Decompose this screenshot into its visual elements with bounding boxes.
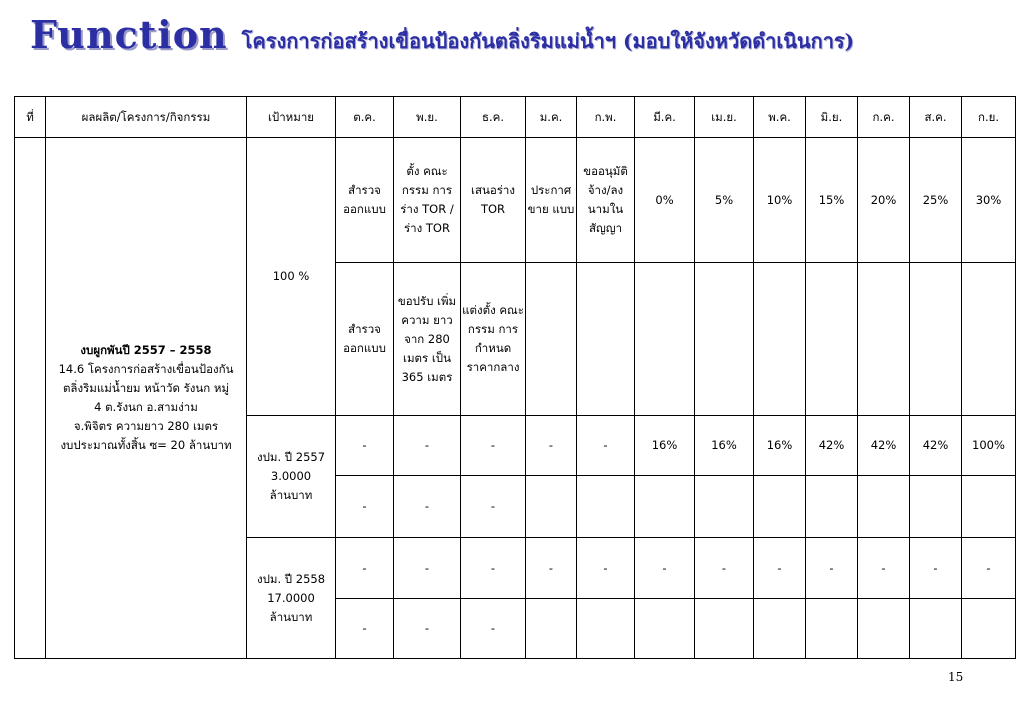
month-cell: - (910, 538, 962, 599)
month-cell: - (962, 538, 1016, 599)
month-cell (858, 476, 910, 538)
month-cell (754, 476, 806, 538)
month-cell (577, 263, 635, 416)
month-cell: - (336, 476, 394, 538)
header-cell: พ.ค. (754, 97, 806, 138)
month-cell (806, 263, 858, 416)
month-cell (695, 263, 754, 416)
month-cell (910, 599, 962, 659)
header-cell: เม.ย. (695, 97, 754, 138)
project-line: จ.พิจิตร ความยาว 280 เมตร (73, 419, 219, 433)
month-cell: 25% (910, 138, 962, 263)
month-cell: ประกาศ ขาย แบบ (526, 138, 577, 263)
project-plan-table (14, 96, 1016, 659)
month-cell: 20% (858, 138, 910, 263)
header-cell: ผลผลิต/โครงการ/กิจกรรม (46, 97, 247, 138)
month-cell: - (461, 538, 526, 599)
month-cell: - (336, 599, 394, 659)
project-line: 14.6 โครงการก่อสร้างเขื่อนป้องกัน (58, 362, 234, 376)
month-cell: - (336, 416, 394, 476)
month-cell: 10% (754, 138, 806, 263)
month-cell: 15% (806, 138, 858, 263)
month-cell (695, 476, 754, 538)
month-cell: - (461, 416, 526, 476)
month-cell (858, 599, 910, 659)
budget-line: งปม. ปี 2558 (256, 571, 326, 586)
header-cell: ก.ค. (858, 97, 910, 138)
month-cell: - (526, 538, 577, 599)
month-cell: - (461, 599, 526, 659)
month-cell: - (695, 538, 754, 599)
project-heading: งบผูกพันปี 2557 – 2558 (80, 343, 212, 357)
month-cell (635, 476, 695, 538)
month-cell: 0% (635, 138, 695, 263)
month-cell (577, 476, 635, 538)
header-cell: มิ.ย. (806, 97, 858, 138)
month-cell (526, 599, 577, 659)
page-title (30, 12, 854, 64)
month-cell: - (754, 538, 806, 599)
month-cell (695, 599, 754, 659)
month-cell: 16% (695, 416, 754, 476)
header-cell: เป้าหมาย (247, 97, 336, 138)
month-cell (910, 476, 962, 538)
month-cell: ขออนุมัติ จ้าง/ลง นามใน สัญญา (577, 138, 635, 263)
project-description (46, 138, 247, 659)
month-cell: - (858, 538, 910, 599)
budget-2557-cell (247, 416, 336, 538)
month-cell: - (394, 416, 461, 476)
project-line: งบประมาณทั้งสิ้น ซ= 20 ล้านบาท (60, 438, 232, 452)
month-cell: สำรวจ ออกแบบ (336, 138, 394, 263)
month-cell (858, 263, 910, 416)
month-cell: - (806, 538, 858, 599)
month-cell: - (336, 538, 394, 599)
table-header-row (15, 97, 1016, 138)
header-cell: ต.ค. (336, 97, 394, 138)
month-cell (577, 599, 635, 659)
month-cell: - (394, 476, 461, 538)
header-cell: ที่ (15, 97, 46, 138)
month-cell: - (526, 416, 577, 476)
project-line: ตลิ่งริมแม่น้ำยม หน้าวัด รังนก หมู่ (62, 381, 230, 395)
budget-2558-cell (247, 538, 336, 659)
budget-line: 3.0000 (270, 469, 312, 483)
month-cell (962, 476, 1016, 538)
header-cell: ม.ค. (526, 97, 577, 138)
header-cell: ส.ค. (910, 97, 962, 138)
budget-line: งปม. ปี 2557 (256, 450, 326, 464)
page-number: 15 (948, 670, 964, 684)
month-cell: สำรวจ ออกแบบ (336, 263, 394, 416)
month-cell: - (394, 599, 461, 659)
target-cell: 100 % (247, 138, 336, 416)
month-cell: - (635, 538, 695, 599)
month-cell: เสนอร่าง TOR (461, 138, 526, 263)
header-cell: ก.พ. (577, 97, 635, 138)
month-cell: - (461, 476, 526, 538)
header-cell: ก.ย. (962, 97, 1016, 138)
row-number-cell (15, 138, 46, 659)
month-cell (962, 263, 1016, 416)
project-line: 4 ต.รังนก อ.สามง่าม (94, 400, 198, 414)
month-cell (635, 263, 695, 416)
month-cell (806, 599, 858, 659)
title-main: Function (30, 12, 228, 57)
month-cell (526, 476, 577, 538)
month-cell (754, 263, 806, 416)
month-cell: 16% (754, 416, 806, 476)
header-cell: พ.ย. (394, 97, 461, 138)
month-cell (754, 599, 806, 659)
month-cell: 42% (806, 416, 858, 476)
month-cell: 16% (635, 416, 695, 476)
month-cell (526, 263, 577, 416)
month-cell (910, 263, 962, 416)
budget-line: ล้านบาท (269, 609, 313, 624)
month-cell: 100% (962, 416, 1016, 476)
month-cell: - (577, 416, 635, 476)
table-row (15, 138, 1016, 263)
month-cell: 42% (910, 416, 962, 476)
month-cell: - (394, 538, 461, 599)
month-cell: 42% (858, 416, 910, 476)
month-cell (806, 476, 858, 538)
budget-line: ล้านบาท (269, 488, 313, 502)
header-cell: มี.ค. (635, 97, 695, 138)
month-cell (962, 599, 1016, 659)
header-cell: ธ.ค. (461, 97, 526, 138)
month-cell: 5% (695, 138, 754, 263)
month-cell: 30% (962, 138, 1016, 263)
budget-line: 17.0000 (267, 590, 315, 605)
month-cell: - (577, 538, 635, 599)
month-cell: ตั้ง คณะกรรม การร่าง TOR /ร่าง TOR (394, 138, 461, 263)
month-cell: แต่งตั้ง คณะกรรม การ กำหนด ราคากลาง (461, 263, 526, 416)
month-cell: ขอปรับ เพิ่มความ ยาวจาก 280 เมตร เป็น 365 เมตร (394, 263, 461, 416)
month-cell (635, 599, 695, 659)
title-subtitle: โครงการก่อสร้างเขื่อนป้องกันตลิ่งริมแม่น้ำฯ (มอบให้จังหวัดดำเนินการ) (241, 29, 855, 53)
